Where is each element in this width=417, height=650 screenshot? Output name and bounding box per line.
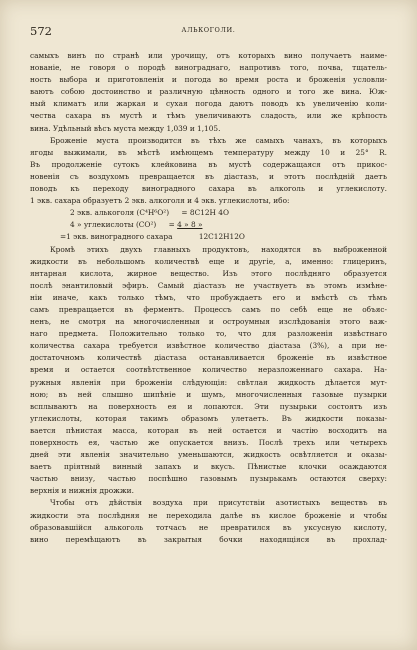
text-line: чества сахара въ мустѣ и тѣмъ увеличиваютъ сладость, или же крѣпость — [30, 111, 387, 121]
text-line: самыхъ винъ по странѣ или урочищу, отъ которыхъ вино получаетъ наиме- — [30, 51, 387, 60]
text-line: самъ превращается въ ферментъ. Процессъ самъ по себѣ еще не объяс- — [30, 304, 387, 314]
text-line: всплываютъ на поверхность ея и лопаются. Эти пузырьки состоятъ изъ — [30, 401, 387, 411]
text-line: жидкости эта послѣдняя не переходила далѣе въ кислое броженіе и чтобы — [30, 510, 387, 520]
text-line: поверхность ея, частью же опускается внизъ. Послѣ трехъ или четырехъ — [30, 438, 387, 447]
formula-value: 8C12H 4O — [189, 208, 229, 218]
text-line: ваетъ пріятный винный запахъ и вкусъ. Пѣнистые клочки осаждаются — [30, 462, 387, 472]
text-line: Чтобы отъ дѣйствія воздуха при присутствіи азотистыхъ веществъ въ — [50, 498, 387, 508]
formula-value: 12C12H12O — [198, 232, 245, 242]
page-number: 572 — [30, 24, 52, 38]
text-line: ваютъ собою достоинство и различную цѣнность одного и того же вина. Юж- — [30, 87, 387, 97]
text-line: вина. Удѣльный вѣсъ муста между 1,039 и 1,105. — [30, 123, 221, 133]
text-line: ною; въ ней слышно шипѣніе и шумъ, многочисленныя газовые пузырки — [30, 389, 387, 399]
formula-label: =1 экв. виноградного сахара — [60, 232, 173, 242]
text-line: ніи иначе, какъ только тѣмъ, что пробуждаетъ его и вмѣстѣ съ тѣмъ — [30, 292, 387, 302]
page-body — [30, 50, 387, 546]
formula-row — [30, 207, 387, 219]
formula-sign: = — [168, 220, 175, 230]
text-line: верхнія и нижнія дрожжи. — [30, 486, 134, 496]
formula-label: 4 » углекислоты (CO²) — [70, 220, 157, 230]
text-line: вино перемѣщаютъ въ закрытыя бочки находящіяся въ прохлад- — [30, 534, 387, 544]
text-line: янтарная кислота, жирное вещество. Изъ этого послѣдняго образуется — [30, 268, 387, 278]
text-line: поводъ къ переходу виноградного сахара въ алкоголь и углекислоту. — [30, 184, 387, 194]
text-line: ненъ, не смотря на многочисленныя и остроумныя изслѣдованія этого важ- — [30, 317, 387, 327]
text-line: углекислоты, которая такимъ образомъ улетаетъ. Въ жидкости показы- — [30, 413, 387, 423]
text-line: количества сахара требуется извѣстное количество діастаза (3%), а при не- — [30, 341, 387, 351]
text-line: жидкости въ небольшомъ количествѣ еще и другіе, а, именно: глицеринъ, — [30, 256, 387, 266]
page-header — [30, 24, 387, 36]
text-line: Въ продолженіе сутокъ клейковина въ мустѣ содержащаяся отъ прикос- — [30, 159, 387, 169]
text-line: образовавшійся алькоголь тотчасъ не превратился въ уксусную кислоту, — [30, 522, 387, 532]
text-line: наго предмета. Положительно только то, что для разложенія извѣстнаго — [30, 329, 387, 339]
text-line: новенія съ воздухомъ превращается въ діастазъ, и этотъ послѣдній даетъ — [30, 171, 387, 181]
text-line: 1 экв. сахара образуетъ 2 экв. алкоголя и 4 экв. углекислоты, ибо: — [30, 196, 290, 206]
running-head: АЛЬКОГОЛИ. — [181, 26, 236, 34]
text-line: послѣ энантиловый эфиръ. Самый діастазъ не участвуетъ въ этомъ измѣне- — [30, 280, 387, 290]
text-line: ный климатъ или жаркая и сухая погода даютъ поводъ къ увеличенію коли- — [30, 99, 387, 109]
formula-row — [30, 219, 387, 231]
text-line: Броженіе муста производится въ тѣхъ же самыхъ чанахъ, въ которыхъ — [50, 135, 387, 145]
text-line: нованіе, не говоря о породѣ винограднаго, напротивъ того, почва, тщатель- — [30, 63, 387, 73]
text-line: ружныя явленія при броженіи слѣдующія: свѣтлая жидкость дѣлается мут- — [30, 377, 387, 387]
text-line: частью внизу, частью поспѣшно газовымъ пузырькамъ остаются сверху: — [30, 474, 387, 484]
text-line: дней эти явленія значительно уменьшаются, жидкость освѣтляется и оказы- — [30, 450, 387, 460]
text-line: ягоды выжимали, въ мѣстѣ имѣющемъ температуру между 10 и 25° R. — [30, 147, 387, 157]
text-line: время и остается соотвѣтственное количество неразложеннаго сахара. На- — [30, 365, 387, 375]
text-line: достаточномъ количествѣ діастаза останавливается броженіе въ извѣстное — [30, 353, 387, 363]
formula-sign: = — [181, 208, 188, 218]
formula-value: 4 » 8 » — [177, 220, 203, 230]
formula-label: 2 экв. алькоголя (C⁴H⁶O²) — [70, 208, 170, 218]
text-line: Кромѣ этихъ двухъ главныхъ продуктовъ, находятся въ выброженной — [50, 244, 387, 254]
text-line: вается пѣнистая масса, которая въ ней остается и частію восходитъ на — [30, 425, 387, 435]
text-line: ность выбора и приготовленія и погода во время роста и броженія условли- — [30, 75, 387, 85]
formula-row — [30, 231, 387, 243]
